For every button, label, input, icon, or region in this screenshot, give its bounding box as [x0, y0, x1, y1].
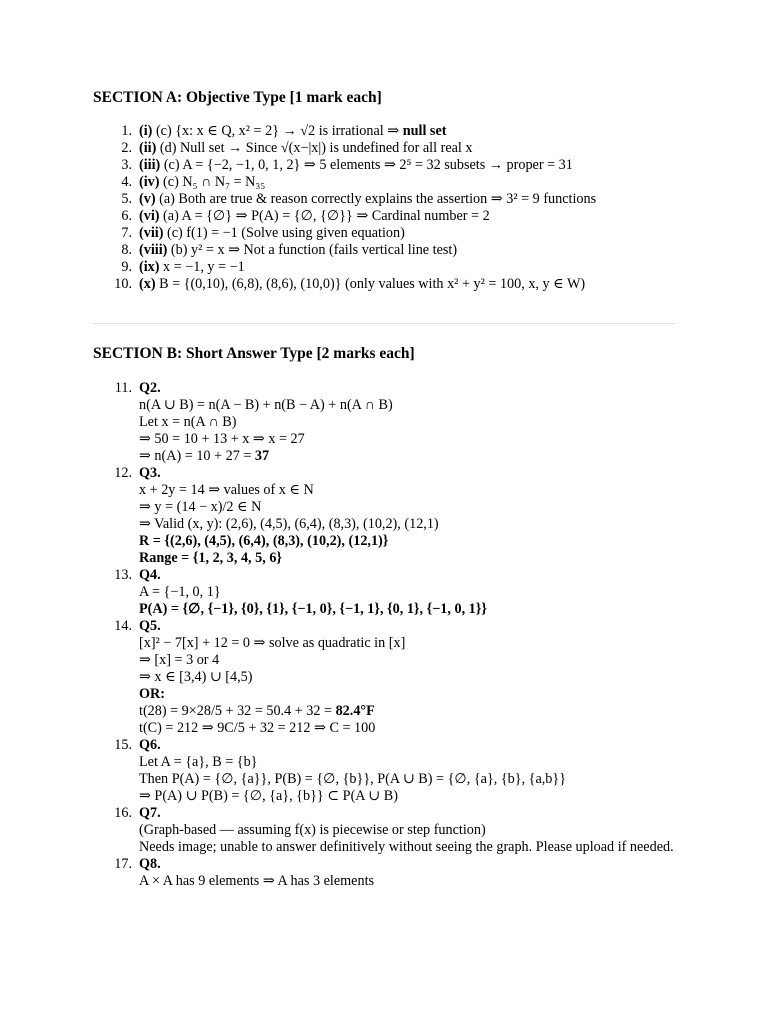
- answer-line: [139, 601, 679, 618]
- bold-text: (i): [139, 123, 153, 139]
- answer-line: [139, 499, 679, 516]
- answer-line: [139, 380, 679, 397]
- answer-line: [139, 533, 679, 550]
- answer-text: (c) f(1) = −1 (Solve using given equation): [163, 225, 405, 241]
- answer-line: [139, 771, 679, 788]
- answer-line: [139, 225, 679, 242]
- answer-text: t(C) = 212 ⇒ 9C/5 + 32 = 212 ⇒ C = 100: [139, 720, 376, 736]
- answer-line: [139, 482, 679, 499]
- bold-text: Q7.: [139, 805, 161, 821]
- answer-item: [0, 856, 679, 890]
- answer-item: [0, 208, 679, 225]
- answer-text: (c) A = {−2, −1, 0, 1, 2} ⇒ 5 elements ⇒ 2⁵ = 32 subsets → proper = 31: [160, 157, 573, 173]
- answer-line: [139, 788, 679, 805]
- bold-text: Q5.: [139, 618, 161, 634]
- bold-text: (ix): [139, 259, 160, 275]
- item-number: 2.: [121, 140, 132, 156]
- bold-text: null set: [402, 123, 447, 139]
- bold-text: Q4.: [139, 567, 161, 583]
- answer-item: [0, 805, 679, 856]
- answer-text: A × A has 9 elements ⇒ A has 3 elements: [139, 873, 375, 889]
- bold-text: Q2.: [139, 380, 161, 396]
- answer-line: [139, 174, 679, 191]
- section-a-title: SECTION A: Objective Type [1 mark each]: [93, 89, 382, 106]
- answer-line: [139, 805, 679, 822]
- bold-text: (vi): [139, 208, 160, 224]
- item-number: 3.: [121, 157, 132, 173]
- answer-text: Then P(A) = {∅, {a}}, P(B) = {∅, {b}}, P(A ∪ B) = {∅, {a}, {b}, {a,b}}: [139, 771, 567, 787]
- answer-text: (c) N₅ ∩ N₇ = N₃₅: [159, 174, 266, 190]
- item-number: 1.: [121, 123, 132, 139]
- item-number: 7.: [121, 225, 132, 241]
- bold-text: Q3.: [139, 465, 161, 481]
- answer-line: [139, 652, 679, 669]
- answer-text: (a) A = {∅} ⇒ P(A) = {∅, {∅}} ⇒ Cardinal number = 2: [159, 208, 490, 224]
- item-number: 6.: [121, 208, 132, 224]
- answer-text: x + 2y = 14 ⇒ values of x ∈ N: [139, 482, 314, 498]
- answer-item: [0, 157, 679, 174]
- answer-item: [0, 567, 679, 618]
- answer-text: ⇒ Valid (x, y): (2,6), (4,5), (6,4), (8,3), (10,2), (12,1): [139, 516, 439, 532]
- item-number: 11.: [114, 380, 132, 396]
- answer-text: n(A ∪ B) = n(A − B) + n(B − A) + n(A ∩ B): [139, 397, 393, 413]
- bold-text: (v): [139, 191, 156, 207]
- section-divider: [93, 323, 675, 324]
- bold-text: (iii): [139, 157, 161, 173]
- answer-text: ⇒ y = (14 − x)/2 ∈ N: [139, 499, 262, 515]
- answer-item: [0, 737, 679, 805]
- answer-line: [139, 873, 679, 890]
- answer-text: (d) Null set → Since √(x−|x|) is undefined for all real x: [156, 140, 473, 156]
- item-number: 5.: [121, 191, 132, 207]
- bold-text: Q8.: [139, 856, 161, 872]
- bold-text: (vii): [139, 225, 164, 241]
- answer-text: (b) y² = x ⇒ Not a function (fails vertical line test): [167, 242, 458, 258]
- answer-text: (Graph-based — assuming f(x) is piecewise or step function): [139, 822, 486, 838]
- answer-item: [0, 191, 679, 208]
- answer-line: [139, 414, 679, 431]
- answer-line: [139, 737, 679, 754]
- item-number: 13.: [114, 567, 132, 583]
- answer-line: [139, 856, 679, 873]
- answer-line: [139, 208, 679, 225]
- item-number: 15.: [114, 737, 132, 753]
- bold-text: 37: [254, 448, 270, 464]
- item-number: 8.: [121, 242, 132, 258]
- answer-item: [0, 242, 679, 259]
- bold-text: P(A) = {∅, {−1}, {0}, {1}, {−1, 0}, {−1, 1}, {0, 1}, {−1, 0, 1}}: [139, 601, 487, 617]
- answer-item: [0, 618, 679, 737]
- answer-text: Let A = {a}, B = {b}: [139, 754, 258, 770]
- answer-text: A = {−1, 0, 1}: [139, 584, 221, 600]
- bold-text: (ii): [139, 140, 157, 156]
- answer-text: ⇒ P(A) ∪ P(B) = {∅, {a}, {b}} ⊂ P(A ∪ B): [139, 788, 398, 804]
- section-b-title: SECTION B: Short Answer Type [2 marks each]: [93, 345, 415, 362]
- section-a-answer-list: [0, 123, 679, 293]
- answer-line: [139, 822, 679, 839]
- item-number: 17.: [114, 856, 132, 872]
- answer-line: [139, 669, 679, 686]
- answer-item: [0, 380, 679, 465]
- answer-line: [139, 550, 679, 567]
- answer-item: [0, 225, 679, 242]
- answer-line: [139, 242, 679, 259]
- item-number: 14.: [114, 618, 132, 634]
- answer-line: [139, 584, 679, 601]
- bold-text: 82.4°F: [335, 703, 375, 719]
- answer-item: [0, 465, 679, 567]
- answer-item: [0, 140, 679, 157]
- answer-line: [139, 431, 679, 448]
- answer-text: Needs image; unable to answer definitively without seeing the graph. Please upload if needed.: [139, 839, 674, 855]
- answer-line: [139, 754, 679, 771]
- answer-line: [139, 703, 679, 720]
- answer-line: [139, 686, 679, 703]
- answer-line: [139, 567, 679, 584]
- answer-line: [139, 191, 679, 208]
- answer-line: [139, 465, 679, 482]
- answer-line: [139, 276, 679, 293]
- answer-item: [0, 259, 679, 276]
- answer-line: [139, 140, 679, 157]
- bold-text: (x): [139, 276, 156, 292]
- answer-line: [139, 259, 679, 276]
- bold-text: Q6.: [139, 737, 161, 753]
- answer-text: (a) Both are true & reason correctly explains the assertion ⇒ 3² = 9 functions: [155, 191, 597, 207]
- item-number: 12.: [114, 465, 132, 481]
- answer-text: ⇒ x ∈ [3,4) ∪ [4,5): [139, 669, 253, 685]
- answer-line: [139, 157, 679, 174]
- answer-item: [0, 276, 679, 293]
- answer-text: (c) {x: x ∈ Q, x² = 2} → √2 is irrational ⇒: [152, 123, 403, 139]
- answer-text: B = {(0,10), (6,8), (8,6), (10,0)} (only values with x² + y² = 100, x, y ∈ W): [155, 276, 586, 292]
- item-number: 10.: [114, 276, 132, 292]
- answer-text: ⇒ [x] = 3 or 4: [139, 652, 220, 668]
- bold-text: (iv): [139, 174, 160, 190]
- answer-line: [139, 397, 679, 414]
- section-b-answer-list: [0, 380, 679, 890]
- bold-text: (viii): [139, 242, 168, 258]
- answer-text: x = −1, y = −1: [159, 259, 245, 275]
- answer-line: [139, 123, 679, 140]
- answer-text: t(28) = 9×28/5 + 32 = 50.4 + 32 =: [139, 703, 336, 719]
- answer-text: ⇒ 50 = 10 + 13 + x ⇒ x = 27: [139, 431, 305, 447]
- answer-item: [0, 123, 679, 140]
- answer-line: [139, 635, 679, 652]
- answer-line: [139, 448, 679, 465]
- answer-text: Let x = n(A ∩ B): [139, 414, 237, 430]
- item-number: 4.: [121, 174, 132, 190]
- bold-text: R = {(2,6), (4,5), (6,4), (8,3), (10,2), (12,1)}: [139, 533, 389, 549]
- bold-text: OR:: [139, 686, 166, 702]
- item-number: 16.: [114, 805, 132, 821]
- answer-item: [0, 174, 679, 191]
- item-number: 9.: [121, 259, 132, 275]
- answer-text: ⇒ n(A) = 10 + 27 =: [139, 448, 255, 464]
- answer-line: [139, 720, 679, 737]
- bold-text: Range = {1, 2, 3, 4, 5, 6}: [139, 550, 283, 566]
- answer-line: [139, 839, 679, 856]
- answer-text: [x]² − 7[x] + 12 = 0 ⇒ solve as quadratic in [x]: [139, 635, 406, 651]
- answer-line: [139, 618, 679, 635]
- answer-line: [139, 516, 679, 533]
